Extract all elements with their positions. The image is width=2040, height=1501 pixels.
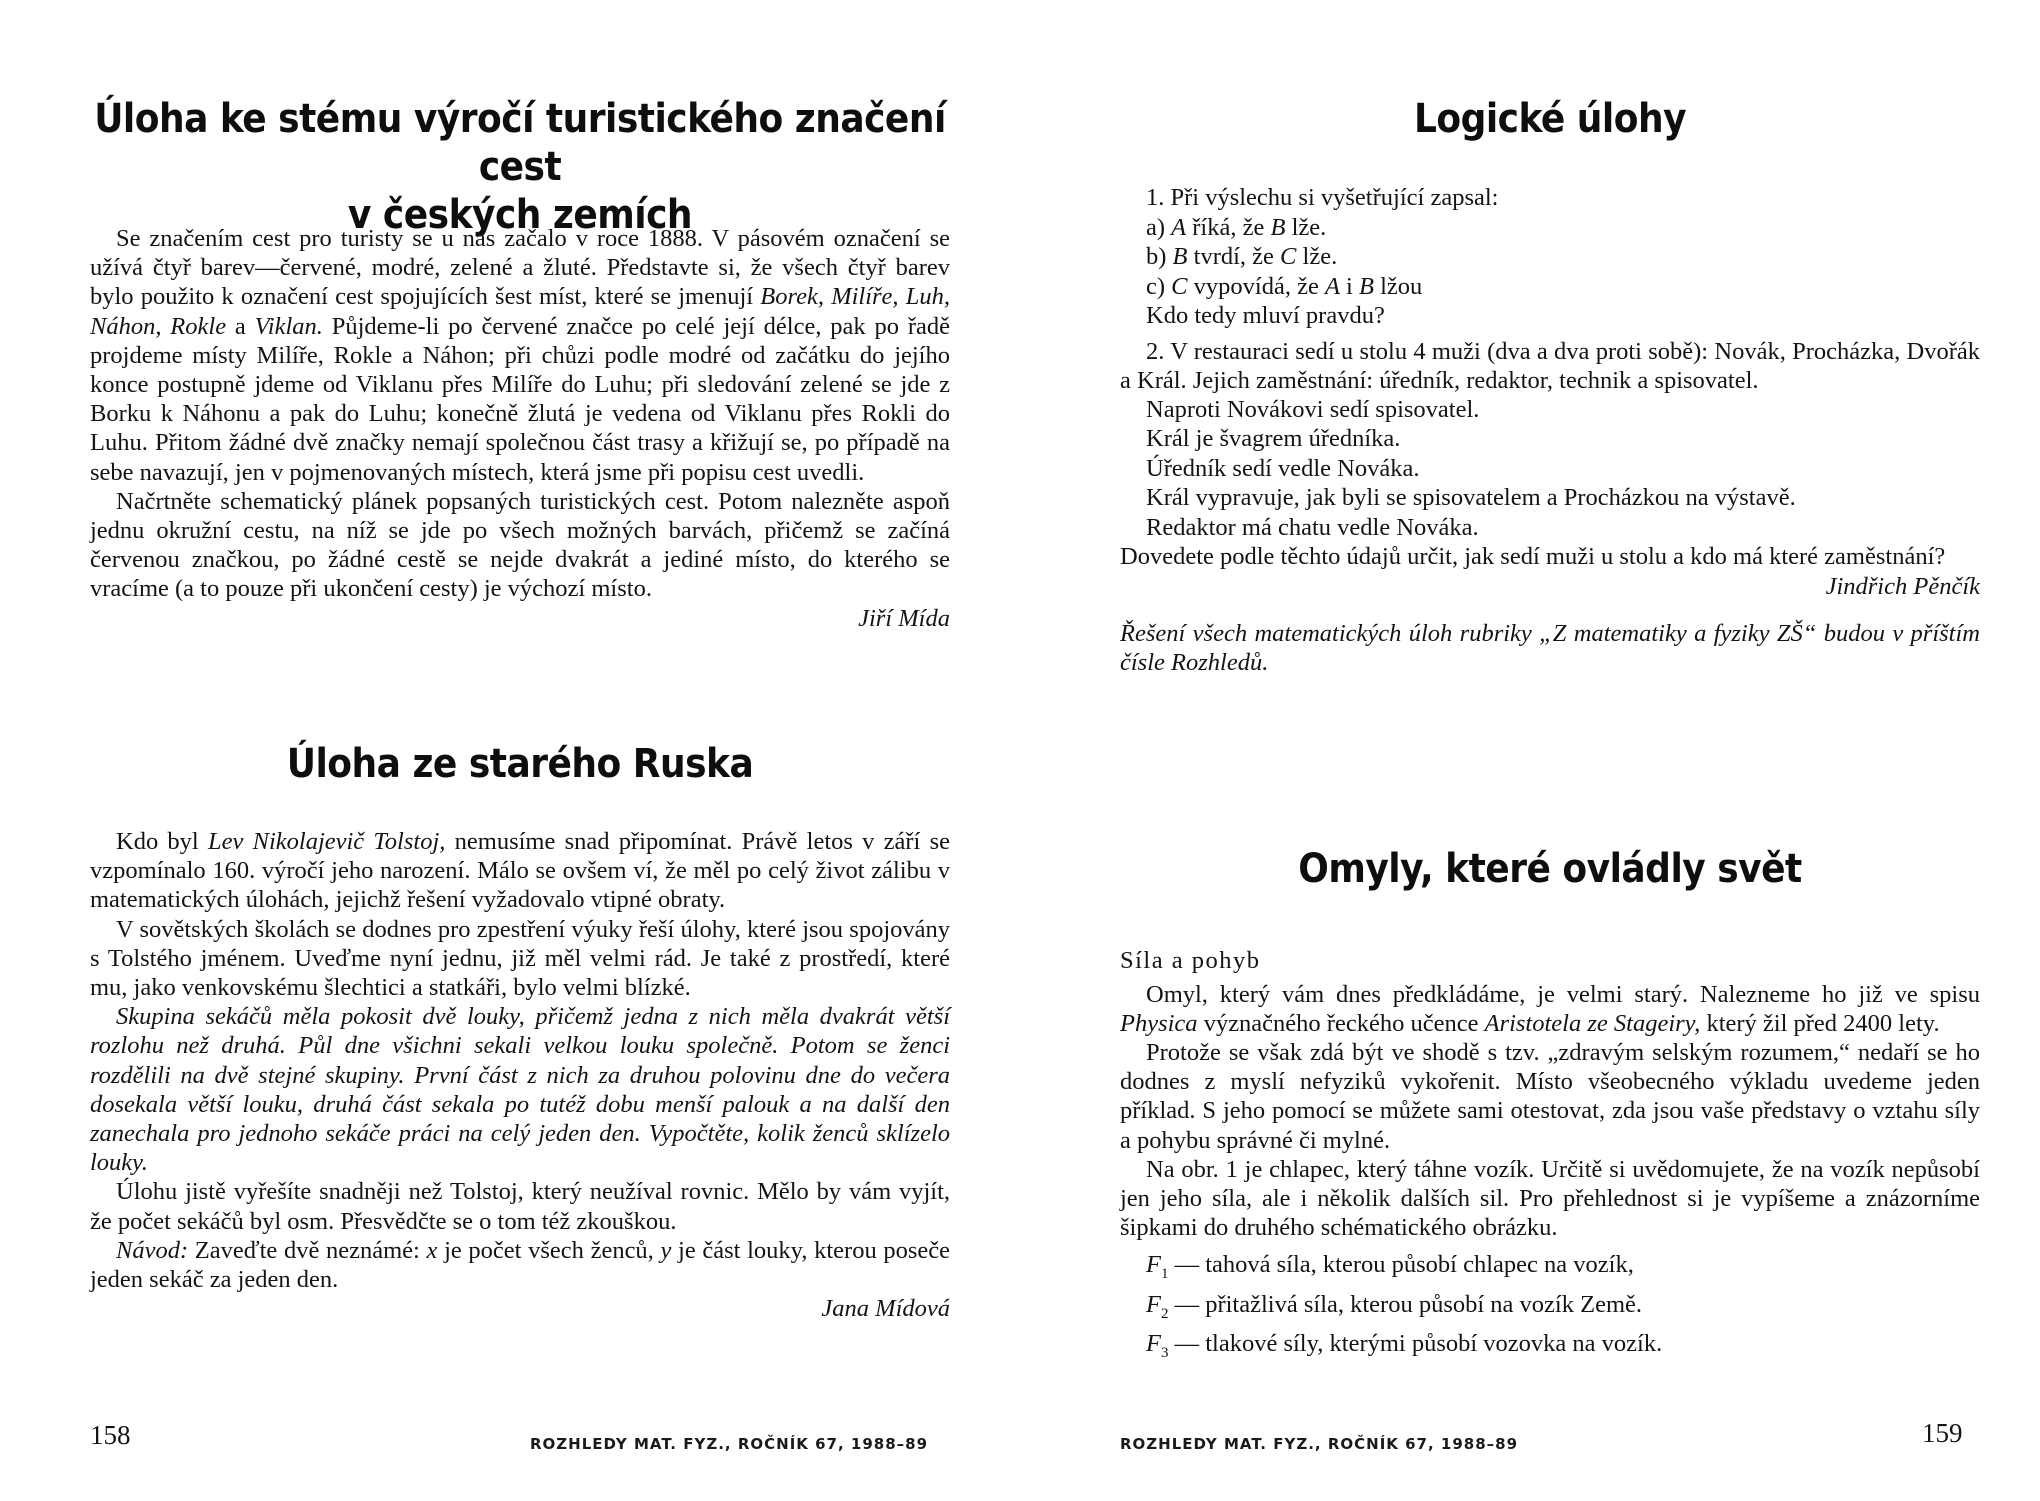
text: lže.: [1302, 243, 1338, 270]
statement-a: [1120, 213, 1980, 243]
title-line-2: v českých zemích: [347, 192, 693, 238]
variable: C: [1280, 243, 1297, 270]
index: 2: [1160, 1305, 1169, 1322]
left-article-2: [90, 827, 950, 1323]
person-name: Aristotela ze Stageiry,: [1484, 1009, 1701, 1037]
text: lžou: [1380, 272, 1423, 300]
text: — tlakové síly, kterými působí vozovka na vozík.: [1174, 1330, 1663, 1358]
page-number: 158: [90, 1420, 131, 1450]
variable: y: [660, 1236, 672, 1264]
clue: Král vypravuje, jak byli se spisovatelem a Procházkou na výstavě.: [1146, 484, 1796, 512]
variable: B: [1270, 213, 1286, 241]
clue: Král je švagrem úředníka.: [1146, 425, 1401, 453]
running-footer: ROZHLEDY MAT. FYZ., ROČNÍK 67, 1988–89: [530, 1435, 929, 1453]
running-footer: ROZHLEDY MAT. FYZ., ROČNÍK 67, 1988–89: [1120, 1435, 1519, 1453]
place: Viklan.: [254, 312, 323, 340]
symbol: F: [1146, 1251, 1161, 1279]
text: tvrdí, že: [1193, 243, 1274, 270]
text: — tahová síla, kterou působí chlapec na vozík,: [1174, 1251, 1634, 1279]
paragraph: [90, 224, 950, 487]
hint-label: Návod:: [116, 1236, 189, 1264]
book-title: Physica: [1120, 1009, 1198, 1037]
clue: Úředník sedí vedle Nováka.: [1146, 454, 1420, 482]
title-line-1: Úloha ke stému výročí turistického značení cest: [94, 96, 946, 190]
text: nemusíme snad připomínat. Právě letos v září se vzpomínalo 160. výročí jeho narození. Málo se ovšem ví, že měl po celý život zálibu v matematických úlohách, jejichž řešení vyžadovalo vtipné obraty.: [90, 828, 951, 914]
variable: x: [426, 1236, 438, 1264]
force-item: [1120, 1329, 1980, 1368]
statement-b: [1120, 242, 1980, 272]
clue: Naproti Novákovi sedí spisovatel.: [1146, 395, 1480, 423]
question: Kdo tedy mluví pravdu?: [1146, 302, 1385, 329]
variable: A: [1324, 272, 1340, 300]
force-item: [1120, 1290, 1980, 1329]
problem-text: Skupina sekáčů měla pokosit dvě louky, přičemž jedna z nich měla dvakrát větší rozlohu než druhá. Půl dne všichni sekali velkou louku společně. Potom se ženci rozdělili na dvě stejné skupiny. První část z nich za druhou polovinu dne do večera dosekala větší louku, druhá část sekala po tutéž dobu menší palouk a na další den zanechala pro jednoho sekáče práci na celý jeden den. Vypočtěte, kolik ženců sklízelo louky.: [90, 1003, 950, 1177]
text: říká, že: [1192, 213, 1265, 241]
left-article-1: [90, 224, 950, 633]
text: Omyl, který vám dnes předkládáme, je velmi starý. Nalezneme ho již ve spisu: [1146, 980, 1980, 1008]
text: Se značením cest pro turisty se u nás začalo v roce 1888. V pásovém označení se užívá čtyř barev—červené, modré, zelené a žluté. Představte si, že všech čtyř barev bylo použito k označení cest spojujících šest míst, které se jmenují: [90, 225, 950, 311]
paragraph: Úlohu jistě vyřešíte snadněji než Tolstoj, který neužíval rovnic. Mělo by vám vyjít, že počet sekáčů byl osm. Přesvědčte se o tom též zkouškou.: [90, 1178, 950, 1235]
paragraph: Na obr. 1 je chlapec, který táhne vozík. Určitě si uvědomujete, že na vozík nepůsobí jen jeho síla, ale i několik dalších sil. Pro přehlednost si je vypíšeme a znázorníme šipkami do druhého schématického obrázku.: [1120, 1155, 1980, 1242]
text: je počet všech ženců,: [444, 1236, 654, 1264]
paragraph: Načrtněte schematický plánek popsaných turistických cest. Potom nalezněte aspoň jednu okružní cestu, na níž se jde po všech možných barvách, přičemž se začíná červenou značkou, po žádné cestě se nejde dvakrát a jediné místo, do kterého se vracíme (a to pouze při ukončení cesty) je výchozí místo.: [90, 487, 950, 603]
clue: Redaktor má chatu vedle Nováka.: [1146, 513, 1479, 541]
places: Borek, Milíře, Luh, Náhon, Rokle: [90, 283, 950, 340]
page-title: [90, 95, 950, 239]
text: význačného řeckého učence: [1203, 1009, 1479, 1037]
paragraph: V sovětských školách se dodnes pro zpestření výuky řeší úlohy, které jsou spojovány s Tolstého jménem. Uveďme nyní jednu, již měl velmi rád. Je také z prostředí, které mu, jako venkovskému šlechtici a statkáři, bylo velmi blízké.: [90, 915, 950, 1002]
text: vypovídá, že: [1193, 272, 1319, 300]
variable: C: [1171, 272, 1188, 300]
subheading: Síla a pohyb: [1120, 947, 1261, 974]
right-article-2: [1120, 946, 1980, 1369]
index: 1: [1160, 1266, 1169, 1283]
symbol: F: [1146, 1290, 1161, 1318]
index: 3: [1160, 1345, 1169, 1361]
text: který žil před 2400 lety.: [1706, 1009, 1940, 1037]
variable: A: [1171, 213, 1187, 241]
logic-problems: [1120, 183, 1980, 678]
variable: B: [1358, 272, 1374, 300]
text: Zaveďte dvě neznámé:: [194, 1236, 420, 1264]
question: Dovedete podle těchto údajů určit, jak sedí muži u stolu a kdo má které zaměstnání?: [1120, 543, 1946, 571]
left-title-2: [90, 740, 950, 788]
right-title-1: [1120, 95, 1980, 143]
section-title: Omyly, které ovládly svět: [1298, 846, 1802, 892]
paragraph: Protože se však zdá být ve shodě s tzv. „zdravým selským rozumem,“ nedaří se ho dodnes z myslí nefyziků vykořenit. Místo všeobecného výkladu uvedeme jeden příklad. S jeho pomocí se můžete sami otestovat, zda jsou vaše představy o vztahu síly a pohybu správné či mylné.: [1120, 1038, 1980, 1154]
left-title-1: [90, 95, 950, 239]
text: a: [234, 312, 246, 340]
paragraph: [90, 827, 950, 915]
author-signature: Jiří Mída: [858, 604, 950, 632]
statement-c: [1120, 272, 1980, 302]
text: b): [1146, 243, 1167, 270]
paragraph: [1120, 980, 1980, 1038]
symbol: F: [1146, 1330, 1161, 1358]
text: i: [1346, 272, 1353, 300]
author-signature: Jana Mídová: [821, 1295, 950, 1323]
text: — přitažlivá síla, kterou působí na vozík Země.: [1174, 1290, 1643, 1318]
author-signature: Jindřich Pěnčík: [1825, 572, 1980, 600]
force-item: [1120, 1250, 1980, 1289]
editorial-note: Řešení všech matematických úloh rubriky „Z matematiky a fyziky ZŠ“ budou v příštím čísle Rozhledů.: [1120, 619, 1980, 677]
section-title: Úloha ze starého Ruska: [286, 741, 754, 787]
page-number: 159: [1922, 1418, 1963, 1448]
person-name: Lev Nikolajevič Tolstoj,: [208, 828, 446, 855]
question-2: 2. V restauraci sedí u stolu 4 muži (dva a dva proti sobě): Novák, Procházka, Dvořák a Král. Jejich zaměstnání: úředník, redaktor, technik a spisovatel.: [1120, 337, 1980, 394]
right-page: [1020, 0, 2040, 1501]
variable: B: [1172, 243, 1188, 270]
text: lže.: [1291, 213, 1327, 241]
question-1: 1. Při výslechu si vyšetřující zapsal:: [1146, 184, 1499, 211]
hint-paragraph: [90, 1236, 950, 1294]
text: c): [1146, 272, 1166, 300]
right-title-2: [1120, 845, 1980, 893]
section-title: Logické úlohy: [1413, 96, 1687, 142]
text: Kdo byl: [116, 828, 199, 855]
text: a): [1146, 213, 1166, 241]
text: Půjdeme-li po červené značce po celé její délce, pak po řadě projdeme místy Milíře, Rokle a Náhon; při chůzi podle modré od začátku do jejího konce postupně jdeme od Viklanu přes Milíře do Luhu; při sledování zelené se jde z Borku k Náhonu a pak do Luhu; konečně žlutá je vedena od Viklanu přes Rokli do Luhu. Přitom žádné dvě značky nemají společnou část trasy a křižují se, po případě na sebe navazují, jen v pojmenovaných místech, která jsme při popisu cest uvedli.: [90, 312, 950, 486]
text: je část louky, kterou poseče jeden sekáč za jeden den.: [90, 1236, 951, 1294]
